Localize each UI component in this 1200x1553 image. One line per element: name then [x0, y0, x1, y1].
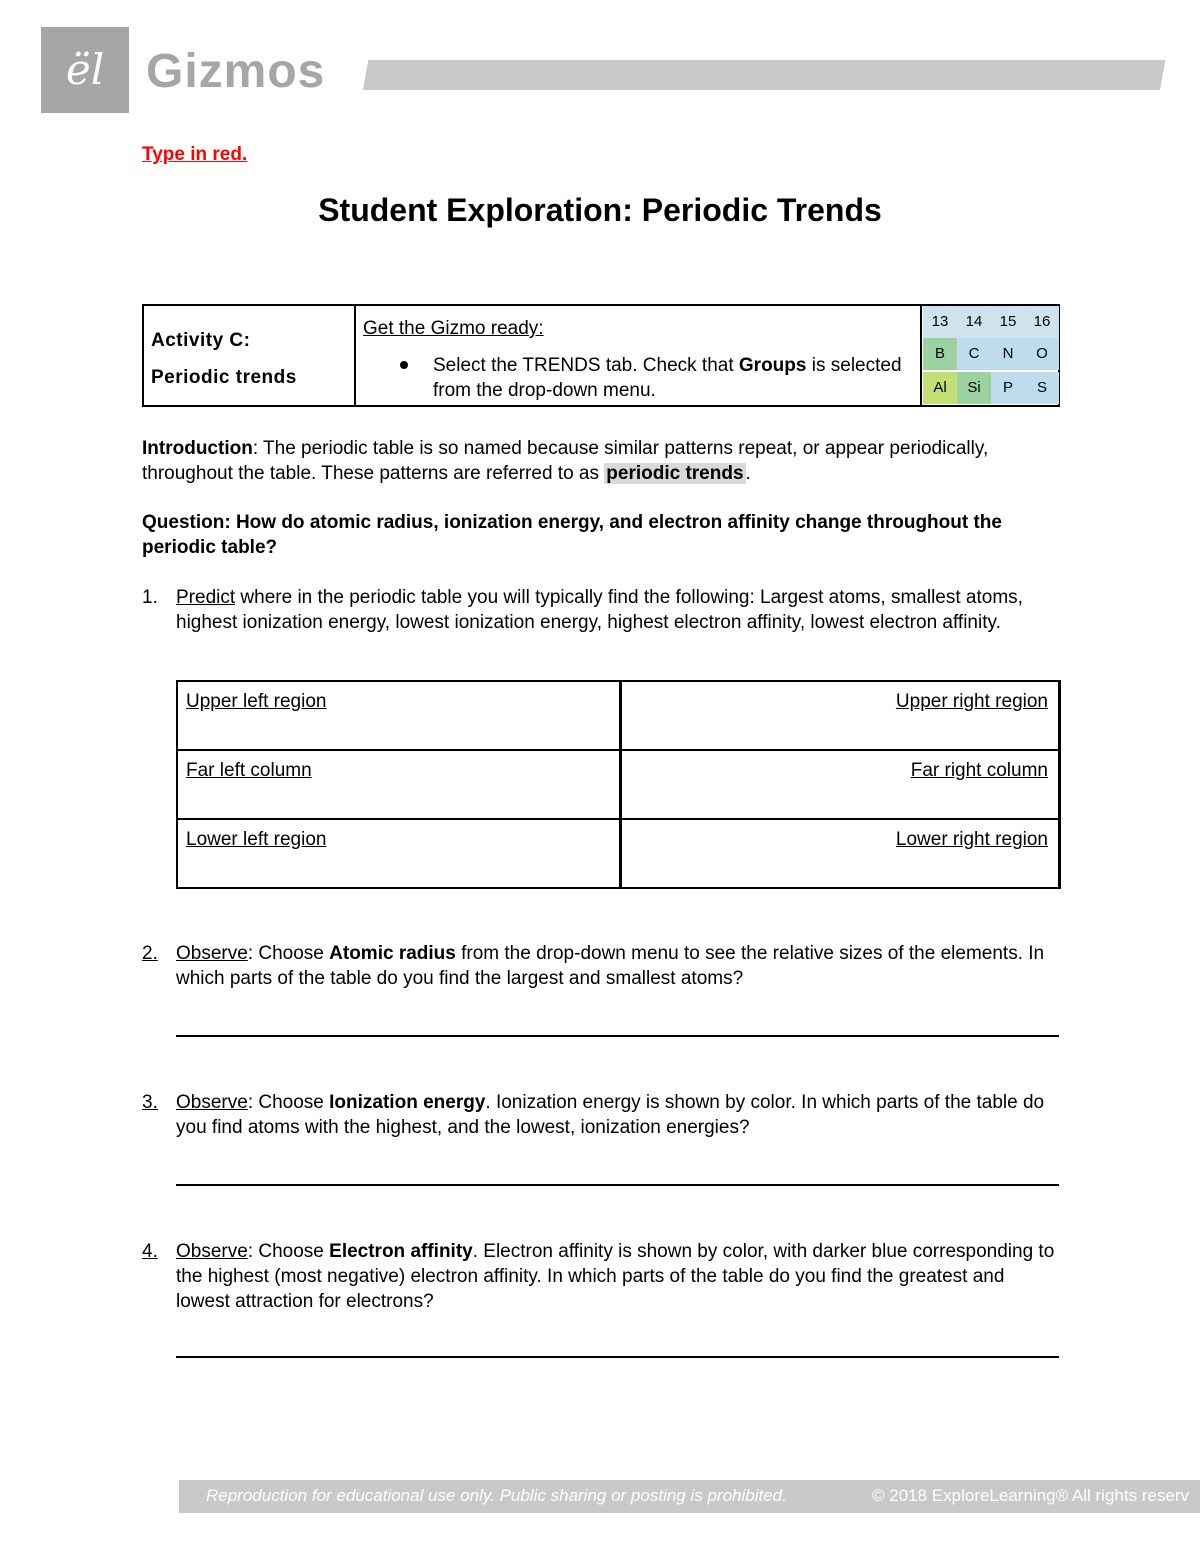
group-number: 14	[957, 306, 991, 338]
q3-post: . Ionization energy is shown by color. In which parts of the table do you find atoms with the highest, and the lowest, ionization energies?	[176, 1092, 1045, 1138]
q1-body: where in the periodic table you will typically find the following: Largest atoms, smallest atoms, highest ionization energy, lowest ionization energy, highest electron affinity, lowest electron affinity.	[176, 587, 1023, 633]
footer-usage-notice: Reproduction for educational use only. Public sharing or posting is prohibited.	[206, 1486, 787, 1505]
setup-text-end: is selected from the drop-down menu.	[433, 355, 902, 401]
q2-verb: Observe	[176, 943, 248, 964]
group-number: 13	[923, 306, 957, 338]
question-3-text	[176, 1090, 1056, 1140]
intro-text: : The periodic table is so named because similar patterns repeat, or appear periodically, throughout the table. These patterns are referred to as	[142, 438, 989, 484]
activity-label: Activity C:	[151, 330, 251, 351]
intro-end: .	[745, 463, 751, 484]
q4-num: 4.	[142, 1241, 158, 1262]
element-cell: P	[991, 372, 1025, 404]
intro-highlight: periodic trends	[606, 463, 744, 484]
explorelearning-logo	[41, 27, 129, 113]
q2-bold: Atomic radius	[329, 943, 456, 964]
setup-text: Select the TRENDS tab. Check that	[433, 355, 739, 376]
element-cell: B	[923, 338, 957, 370]
activity-subtitle: Periodic trends	[151, 367, 297, 388]
guiding-question: Question: How do atomic radius, ionization energy, and electron affinity change throughout the periodic table?	[142, 512, 1002, 558]
setup-bold: Groups	[738, 355, 807, 376]
question-1-text	[176, 585, 1056, 635]
footer-copyright: © 2018 ExploreLearning® All rights reserv	[872, 1486, 1190, 1505]
lower-left-region-cell[interactable]: Lower left region	[186, 829, 327, 850]
upper-left-region-cell[interactable]: Upper left region	[186, 691, 327, 712]
brand-name: Gizmos	[146, 45, 326, 98]
q3-bold: Ionization energy	[329, 1092, 486, 1113]
question-number	[142, 1090, 158, 1115]
question-number	[142, 941, 158, 966]
element-cell: Si	[957, 372, 991, 404]
answer-line-2[interactable]	[176, 1035, 1059, 1037]
q3-pre: : Choose	[247, 1092, 330, 1113]
page-title: Student Exploration: Periodic Trends	[318, 192, 882, 228]
element-cell: O	[1025, 338, 1059, 370]
question-number: 1.	[142, 587, 158, 608]
q3-num: 3.	[142, 1092, 158, 1113]
bullet-icon	[400, 361, 408, 369]
question-4-text	[176, 1239, 1056, 1314]
q4-verb: Observe	[176, 1241, 248, 1262]
group-number: 16	[1025, 306, 1059, 338]
far-left-column-cell[interactable]: Far left column	[186, 760, 312, 781]
element-cell: Al	[923, 372, 957, 404]
q3-verb: Observe	[176, 1092, 248, 1113]
introduction	[142, 436, 1042, 486]
region-table	[176, 680, 1061, 889]
question-2-text	[176, 941, 1056, 991]
element-cell: S	[1025, 372, 1059, 404]
element-cell: N	[991, 338, 1025, 370]
type-in-red-instruction: Type in red.	[142, 144, 248, 165]
element-cell: C	[957, 338, 991, 370]
question-number	[142, 1239, 158, 1264]
q4-bold: Electron affinity	[329, 1241, 473, 1262]
logo-glyph: ël	[65, 45, 105, 94]
answer-line-3[interactable]	[176, 1184, 1059, 1186]
intro-label: Introduction	[142, 438, 253, 459]
q1-verb: Predict	[176, 587, 236, 608]
activity-label-cell	[144, 306, 356, 405]
answer-line-4[interactable]	[176, 1356, 1059, 1358]
table-row-divider	[178, 749, 1058, 751]
table-divider	[619, 682, 622, 887]
q2-num: 2.	[142, 943, 158, 964]
q2-pre: : Choose	[247, 943, 330, 964]
group-number: 15	[991, 306, 1025, 338]
table-row-divider	[178, 818, 1058, 820]
lower-right-region-cell[interactable]: Lower right region	[895, 829, 1048, 850]
far-right-column-cell[interactable]: Far right column	[910, 760, 1048, 781]
activity-box	[142, 304, 1060, 407]
get-ready-heading: Get the Gizmo ready:	[363, 318, 544, 339]
q4-post: . Electron affinity is shown by color, with darker blue corresponding to the highest (most negative) electron affinity. In which parts of the table do you find the greatest and lowest attraction for electrons?	[176, 1241, 1055, 1312]
header-bar	[363, 60, 1165, 90]
upper-right-region-cell[interactable]: Upper right region	[895, 691, 1048, 712]
q4-pre: : Choose	[247, 1241, 330, 1262]
q2-post: from the drop-down menu to see the relative sizes of the elements. In which parts of the table do you find the largest and smallest atoms?	[176, 943, 1045, 989]
periodic-table-excerpt	[920, 306, 1058, 405]
setup-instruction	[433, 353, 903, 403]
